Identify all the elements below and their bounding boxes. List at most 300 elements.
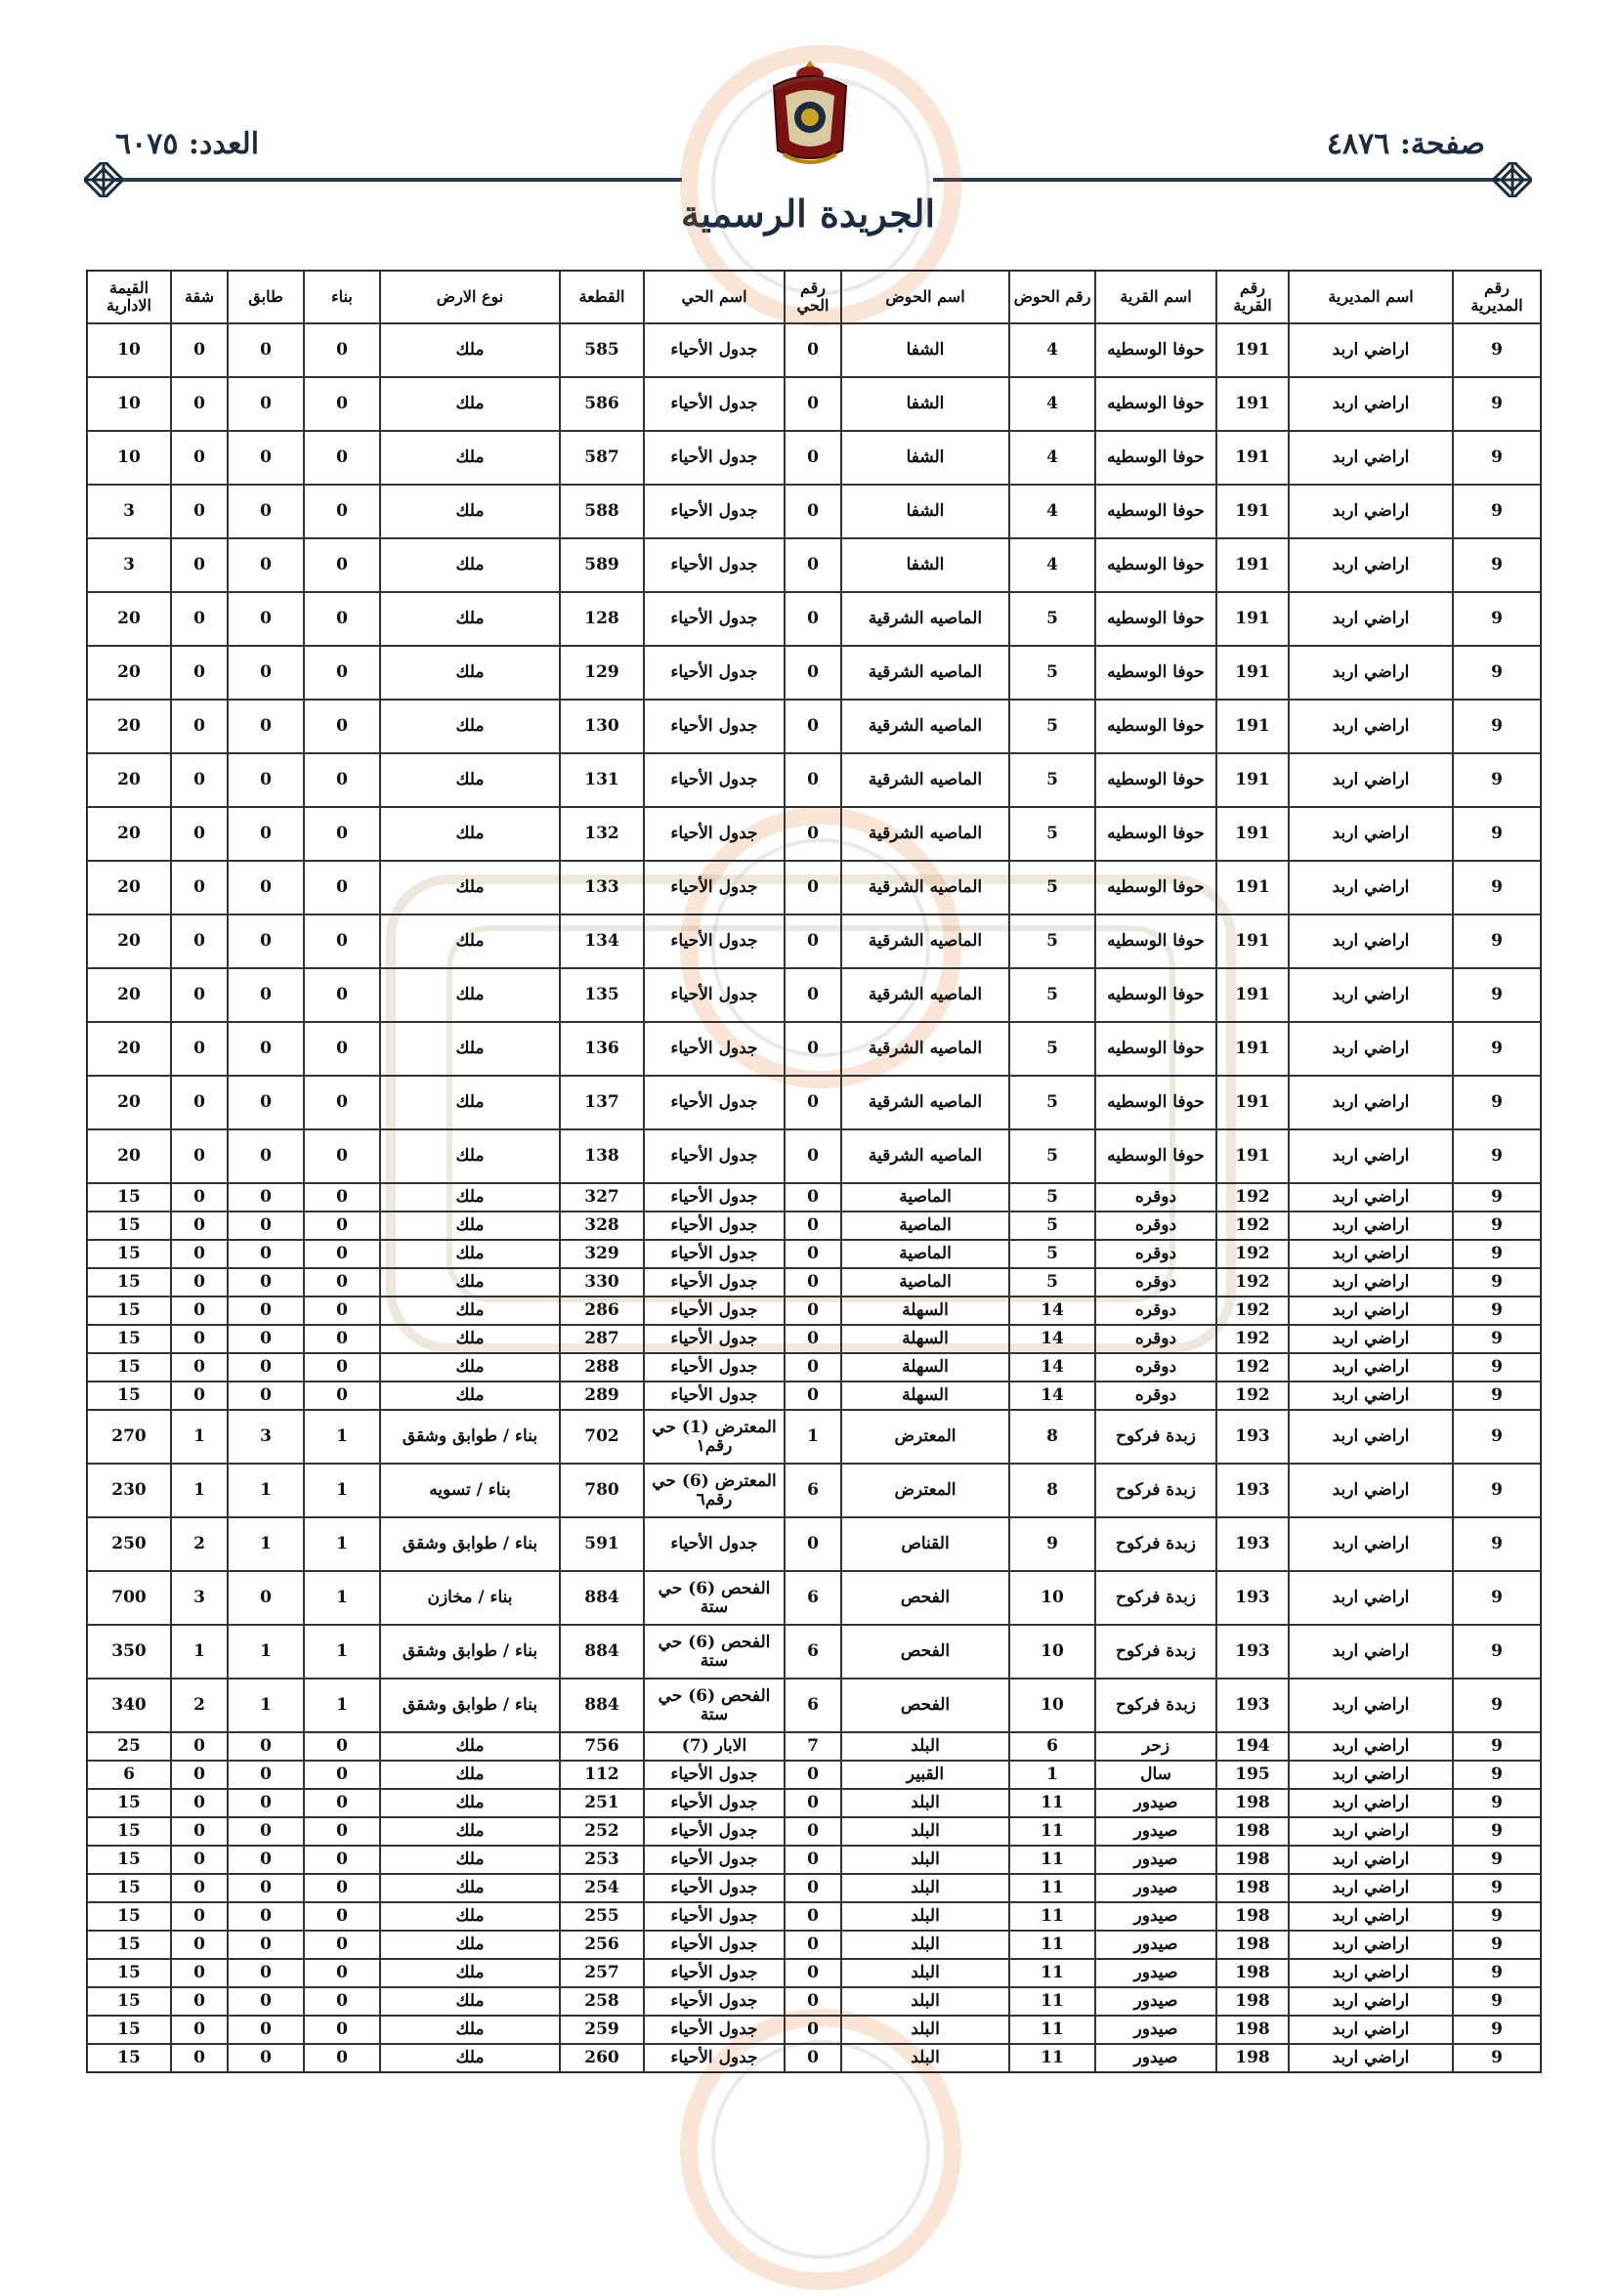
table-cell: 0 [785, 646, 841, 700]
table-cell: اراضي اربد [1289, 1571, 1453, 1625]
table-cell: 9 [1453, 1625, 1541, 1679]
table-cell: 9 [1453, 1240, 1541, 1268]
table-cell: 0 [171, 1931, 228, 1959]
table-cell: 6 [87, 1761, 171, 1789]
table-row [87, 1353, 1541, 1382]
table-cell: اراضي اربد [1289, 2044, 1453, 2072]
table-cell: البلد [841, 1931, 1009, 1959]
table-cell: 0 [171, 700, 228, 753]
table-cell: 15 [87, 1959, 171, 1987]
table-cell: الماصيه الشرقية [841, 753, 1009, 807]
table-cell: 1 [228, 1625, 304, 1679]
table-cell: الماصيه الشرقية [841, 1076, 1009, 1129]
table-cell: 0 [304, 1382, 380, 1410]
table-cell: 1 [304, 1410, 380, 1464]
table-cell: 5 [1009, 1240, 1095, 1268]
table-cell: 0 [228, 1183, 304, 1212]
table-cell: اراضي اربد [1289, 538, 1453, 592]
table-cell: 6 [1009, 1732, 1095, 1761]
table-cell: 20 [87, 592, 171, 646]
table-cell: جدول الأحياء [644, 861, 785, 914]
table-cell: ملك [380, 968, 560, 1022]
table-cell: 9 [1453, 323, 1541, 377]
table-cell: 286 [560, 1297, 644, 1325]
table-cell: 128 [560, 592, 644, 646]
table-cell: 9 [1453, 1517, 1541, 1571]
table-cell: اراضي اربد [1289, 700, 1453, 753]
column-header: اسم الحوض [841, 271, 1009, 323]
table-cell: 0 [304, 1732, 380, 1761]
table-cell: 15 [87, 2016, 171, 2044]
table-cell: جدول الأحياء [644, 2044, 785, 2072]
table-cell: جدول الأحياء [644, 1874, 785, 1902]
table-row [87, 1789, 1541, 1817]
table-cell: 15 [87, 1902, 171, 1931]
table-cell: 0 [785, 1874, 841, 1902]
table-cell: 0 [171, 2044, 228, 2072]
table-cell: اراضي اربد [1289, 1129, 1453, 1183]
table-cell: 591 [560, 1517, 644, 1571]
table-cell: ملك [380, 1846, 560, 1874]
table-row [87, 1022, 1541, 1076]
table-cell: ملك [380, 1022, 560, 1076]
table-cell: 0 [785, 1517, 841, 1571]
table-cell: المعترض (1) حي رقم١ [644, 1410, 785, 1464]
table-cell: 9 [1453, 1022, 1541, 1076]
table-cell: 11 [1009, 1846, 1095, 1874]
table-cell: ملك [380, 1297, 560, 1325]
table-cell: اراضي اربد [1289, 323, 1453, 377]
table-cell: 9 [1453, 1353, 1541, 1382]
table-row [87, 968, 1541, 1022]
table-cell: اراضي اربد [1289, 1410, 1453, 1464]
table-cell: البلد [841, 1846, 1009, 1874]
table-cell: 0 [304, 1212, 380, 1240]
table-cell: اراضي اربد [1289, 1268, 1453, 1297]
table-cell: 15 [87, 1789, 171, 1817]
table-cell: ملك [380, 1931, 560, 1959]
table-cell: 1 [304, 1464, 380, 1517]
table-cell: 0 [785, 807, 841, 861]
table-cell: الماصيه الشرقية [841, 1129, 1009, 1183]
table-cell: 0 [228, 323, 304, 377]
table-cell: 0 [304, 1240, 380, 1268]
table-cell: 11 [1009, 1874, 1095, 1902]
table-cell: 3 [87, 538, 171, 592]
table-cell: 0 [171, 1183, 228, 1212]
table-cell: 133 [560, 861, 644, 914]
table-cell: 0 [171, 1761, 228, 1789]
table-cell: 9 [1453, 377, 1541, 431]
table-cell: 340 [87, 1679, 171, 1732]
table-cell: 0 [785, 861, 841, 914]
table-cell: 4 [1009, 377, 1095, 431]
table-cell: 0 [304, 377, 380, 431]
table-cell: جدول الأحياء [644, 431, 785, 485]
table-cell: حوفا الوسطيه [1095, 431, 1216, 485]
table-cell: 20 [87, 753, 171, 807]
table-cell: 252 [560, 1817, 644, 1846]
table-cell: 0 [171, 1297, 228, 1325]
table-cell: 20 [87, 1022, 171, 1076]
table-cell: 0 [785, 1240, 841, 1268]
table-cell: 587 [560, 431, 644, 485]
table-cell: الفحص (6) حي ستة [644, 1679, 785, 1732]
issue-number: العدد: ٦٠٧٥ [115, 127, 260, 161]
table-cell: اراضي اربد [1289, 2016, 1453, 2044]
table-cell: 0 [228, 2044, 304, 2072]
table-cell: 191 [1216, 431, 1289, 485]
table-cell: ملك [380, 592, 560, 646]
table-cell: 11 [1009, 1902, 1095, 1931]
table-cell: 6 [785, 1571, 841, 1625]
table-cell: 11 [1009, 1817, 1095, 1846]
table-cell: 0 [304, 700, 380, 753]
table-cell: 198 [1216, 1959, 1289, 1987]
table-cell: 4 [1009, 431, 1095, 485]
table-cell: اراضي اربد [1289, 1022, 1453, 1076]
table-cell: 5 [1009, 968, 1095, 1022]
table-cell: 0 [228, 753, 304, 807]
table-row [87, 323, 1541, 377]
table-cell: 0 [228, 431, 304, 485]
table-cell: 15 [87, 1382, 171, 1410]
table-cell: 0 [304, 1268, 380, 1297]
table-cell: بناء / تسويه [380, 1464, 560, 1517]
table-row [87, 431, 1541, 485]
table-row [87, 1464, 1541, 1517]
table-cell: اراضي اربد [1289, 1382, 1453, 1410]
gazette-title: الجريدة الرسمية [680, 191, 936, 235]
table-cell: 9 [1453, 1732, 1541, 1761]
table-cell: 191 [1216, 538, 1289, 592]
table-cell: جدول الأحياء [644, 1268, 785, 1297]
table-cell: 198 [1216, 1817, 1289, 1846]
table-cell: 0 [785, 1987, 841, 2016]
table-row [87, 1959, 1541, 1987]
table-cell: 255 [560, 1902, 644, 1931]
table-cell: 0 [785, 1931, 841, 1959]
table-cell: 327 [560, 1183, 644, 1212]
table-cell: 0 [228, 914, 304, 968]
table-cell: 0 [171, 1240, 228, 1268]
table-row [87, 1297, 1541, 1325]
table-cell: اراضي اربد [1289, 377, 1453, 431]
table-cell: 1 [785, 1410, 841, 1464]
table-cell: الشفا [841, 377, 1009, 431]
table-cell: 0 [304, 1297, 380, 1325]
table-cell: 588 [560, 485, 644, 538]
table-cell: 230 [87, 1464, 171, 1517]
table-cell: 0 [228, 377, 304, 431]
table-cell: 20 [87, 646, 171, 700]
table-cell: 192 [1216, 1325, 1289, 1353]
table-cell: 0 [228, 968, 304, 1022]
table-cell: 2 [171, 1679, 228, 1732]
table-cell: اراضي اربد [1289, 431, 1453, 485]
table-cell: 0 [171, 377, 228, 431]
table-cell: ملك [380, 1761, 560, 1789]
table-cell: 9 [1453, 1410, 1541, 1464]
table-cell: 195 [1216, 1761, 1289, 1789]
table-cell: 135 [560, 968, 644, 1022]
table-cell: الماصيه الشرقية [841, 914, 1009, 968]
table-cell: 1 [1009, 1761, 1095, 1789]
table-cell: 0 [228, 1817, 304, 1846]
table-cell: 287 [560, 1325, 644, 1353]
table-cell: 191 [1216, 1076, 1289, 1129]
table-cell: 191 [1216, 323, 1289, 377]
table-cell: 0 [785, 2044, 841, 2072]
table-cell: جدول الأحياء [644, 753, 785, 807]
table-cell: 0 [171, 1874, 228, 1902]
table-cell: 0 [304, 1076, 380, 1129]
table-cell: 15 [87, 1183, 171, 1212]
table-cell: 0 [304, 1761, 380, 1789]
table-cell: الشفا [841, 485, 1009, 538]
table-cell: 194 [1216, 1732, 1289, 1761]
table-cell: 15 [87, 1212, 171, 1240]
table-cell: ملك [380, 1817, 560, 1846]
table-cell: 2 [171, 1517, 228, 1571]
column-header: القطعة [560, 271, 644, 323]
table-row [87, 1874, 1541, 1902]
table-cell: حوفا الوسطيه [1095, 377, 1216, 431]
table-row [87, 1240, 1541, 1268]
table-cell: 328 [560, 1212, 644, 1240]
table-cell: 198 [1216, 2016, 1289, 2044]
table-cell: جدول الأحياء [644, 1022, 785, 1076]
table-cell: 0 [785, 914, 841, 968]
table-cell: 0 [228, 1931, 304, 1959]
table-cell: 0 [228, 592, 304, 646]
table-cell: 5 [1009, 1183, 1095, 1212]
table-cell: 0 [785, 1817, 841, 1846]
table-cell: صيدور [1095, 1846, 1216, 1874]
table-cell: 9 [1453, 1268, 1541, 1297]
table-cell: 329 [560, 1240, 644, 1268]
table-cell: اراضي اربد [1289, 1959, 1453, 1987]
table-cell: ملك [380, 646, 560, 700]
table-row [87, 1410, 1541, 1464]
table-cell: 20 [87, 1129, 171, 1183]
table-cell: القبير [841, 1761, 1009, 1789]
table-cell: اراضي اربد [1289, 1761, 1453, 1789]
table-cell: 9 [1453, 1679, 1541, 1732]
table-cell: 9 [1453, 592, 1541, 646]
table-cell: 14 [1009, 1382, 1095, 1410]
table-cell: 9 [1453, 753, 1541, 807]
table-cell: 9 [1453, 968, 1541, 1022]
table-cell: دوقره [1095, 1325, 1216, 1353]
table-cell: اراضي اربد [1289, 1846, 1453, 1874]
page-number: صفحة: ٤٨٧٦ [1326, 127, 1485, 161]
table-cell: زبدة فركوح [1095, 1517, 1216, 1571]
table-cell: البلد [841, 1959, 1009, 1987]
table-cell: 11 [1009, 2016, 1095, 2044]
table-cell: 5 [1009, 1076, 1095, 1129]
table-cell: 0 [785, 1353, 841, 1382]
table-cell: 585 [560, 323, 644, 377]
table-cell: 0 [785, 377, 841, 431]
table-cell: 191 [1216, 592, 1289, 646]
table-cell: اراضي اربد [1289, 968, 1453, 1022]
table-cell: صيدور [1095, 1987, 1216, 2016]
table-cell: 0 [228, 1987, 304, 2016]
table-row [87, 2044, 1541, 2072]
table-cell: جدول الأحياء [644, 1789, 785, 1817]
table-cell: 9 [1453, 1076, 1541, 1129]
table-cell: ملك [380, 1732, 560, 1761]
table-cell: 0 [228, 1571, 304, 1625]
table-row [87, 1183, 1541, 1212]
table-cell: 6 [785, 1679, 841, 1732]
table-cell: 0 [228, 1902, 304, 1931]
table-cell: 9 [1453, 1325, 1541, 1353]
table-row [87, 1679, 1541, 1732]
table-cell: 5 [1009, 700, 1095, 753]
table-cell: 4 [1009, 485, 1095, 538]
table-cell: الشفا [841, 323, 1009, 377]
table-cell: 4 [1009, 323, 1095, 377]
table-cell: 9 [1453, 1789, 1541, 1817]
table-cell: اراضي اربد [1289, 592, 1453, 646]
table-cell: 0 [304, 1022, 380, 1076]
table-cell: 191 [1216, 1022, 1289, 1076]
table-cell: 289 [560, 1382, 644, 1410]
table-cell: الماصيه الشرقية [841, 700, 1009, 753]
table-cell: الماصيه الشرقية [841, 807, 1009, 861]
table-cell: 0 [171, 1382, 228, 1410]
table-cell: 8 [1009, 1464, 1095, 1517]
table-cell: ملك [380, 1874, 560, 1902]
table-cell: 5 [1009, 1212, 1095, 1240]
table-cell: 330 [560, 1268, 644, 1297]
table-cell: 9 [1453, 1464, 1541, 1517]
table-cell: ملك [380, 1353, 560, 1382]
table-cell: ملك [380, 2044, 560, 2072]
table-cell: 0 [304, 2044, 380, 2072]
table-cell: 0 [785, 323, 841, 377]
table-cell: 9 [1453, 646, 1541, 700]
table-cell: ملك [380, 485, 560, 538]
table-cell: 15 [87, 1987, 171, 2016]
table-cell: 193 [1216, 1517, 1289, 1571]
table-cell: جدول الأحياء [644, 1846, 785, 1874]
table-cell: ملك [380, 377, 560, 431]
table-cell: السهلة [841, 1297, 1009, 1325]
table-cell: 0 [785, 592, 841, 646]
table-cell: الماصية [841, 1268, 1009, 1297]
table-cell: 9 [1453, 1874, 1541, 1902]
table-cell: القناص [841, 1517, 1009, 1571]
table-cell: الفحص [841, 1571, 1009, 1625]
table-cell: 0 [171, 861, 228, 914]
table-cell: 0 [228, 1297, 304, 1325]
table-cell: 15 [87, 1325, 171, 1353]
table-cell: 0 [171, 1846, 228, 1874]
table-cell: ملك [380, 1212, 560, 1240]
table-cell: 253 [560, 1846, 644, 1874]
table-cell: 0 [228, 1732, 304, 1761]
table-cell: البلد [841, 1732, 1009, 1761]
table-cell: 0 [228, 1240, 304, 1268]
table-cell: 0 [304, 1353, 380, 1382]
table-cell: جدول الأحياء [644, 377, 785, 431]
table-cell: 288 [560, 1353, 644, 1382]
table-cell: الماصيه الشرقية [841, 592, 1009, 646]
table-cell: 0 [171, 1353, 228, 1382]
table-cell: 0 [785, 1297, 841, 1325]
table-cell: 1 [304, 1517, 380, 1571]
table-cell: الابار (7) [644, 1732, 785, 1761]
table-cell: جدول الأحياء [644, 807, 785, 861]
table-cell: ملك [380, 700, 560, 753]
table-cell: 0 [171, 1076, 228, 1129]
table-cell: 191 [1216, 968, 1289, 1022]
table-cell: 191 [1216, 646, 1289, 700]
table-cell: 198 [1216, 1846, 1289, 1874]
table-cell: 14 [1009, 1325, 1095, 1353]
table-cell: 191 [1216, 861, 1289, 914]
table-cell: صيدور [1095, 1874, 1216, 1902]
table-cell: ملك [380, 431, 560, 485]
table-cell: 700 [87, 1571, 171, 1625]
table-cell: 1 [304, 1679, 380, 1732]
table-cell: 15 [87, 1268, 171, 1297]
table-cell: اراضي اربد [1289, 1625, 1453, 1679]
table-cell: 0 [228, 2016, 304, 2044]
table-cell: 193 [1216, 1571, 1289, 1625]
table-cell: 5 [1009, 646, 1095, 700]
table-cell: 9 [1453, 1931, 1541, 1959]
table-cell: 0 [228, 485, 304, 538]
table-cell: 15 [87, 1931, 171, 1959]
table-cell: الماصية [841, 1240, 1009, 1268]
table-cell: 0 [171, 1987, 228, 2016]
table-cell: 198 [1216, 1931, 1289, 1959]
table-cell: جدول الأحياء [644, 1517, 785, 1571]
table-cell: دوقره [1095, 1240, 1216, 1268]
table-cell: صيدور [1095, 1902, 1216, 1931]
table-cell: 702 [560, 1410, 644, 1464]
table-row [87, 1987, 1541, 2016]
table-cell: 5 [1009, 1129, 1095, 1183]
table-cell: 136 [560, 1022, 644, 1076]
header-rule-right [933, 178, 1500, 182]
table-cell: جدول الأحياء [644, 538, 785, 592]
table-cell: 0 [304, 1902, 380, 1931]
table-cell: 5 [1009, 861, 1095, 914]
table-cell: البلد [841, 2016, 1009, 2044]
column-header: اسم المديرية [1289, 271, 1453, 323]
table-cell: 0 [304, 646, 380, 700]
column-header: بناء [304, 271, 380, 323]
table-cell: الماصيه الشرقية [841, 646, 1009, 700]
table-row [87, 377, 1541, 431]
table-cell: 756 [560, 1732, 644, 1761]
table-cell: 884 [560, 1571, 644, 1625]
table-cell: زبدة فركوح [1095, 1410, 1216, 1464]
table-cell: 0 [171, 968, 228, 1022]
table-cell: 0 [228, 1846, 304, 1874]
table-cell: جدول الأحياء [644, 1325, 785, 1353]
table-cell: اراضي اربد [1289, 861, 1453, 914]
table-cell: 0 [785, 431, 841, 485]
table-cell: 9 [1453, 914, 1541, 968]
table-cell: 20 [87, 1076, 171, 1129]
table-cell: 0 [228, 1212, 304, 1240]
